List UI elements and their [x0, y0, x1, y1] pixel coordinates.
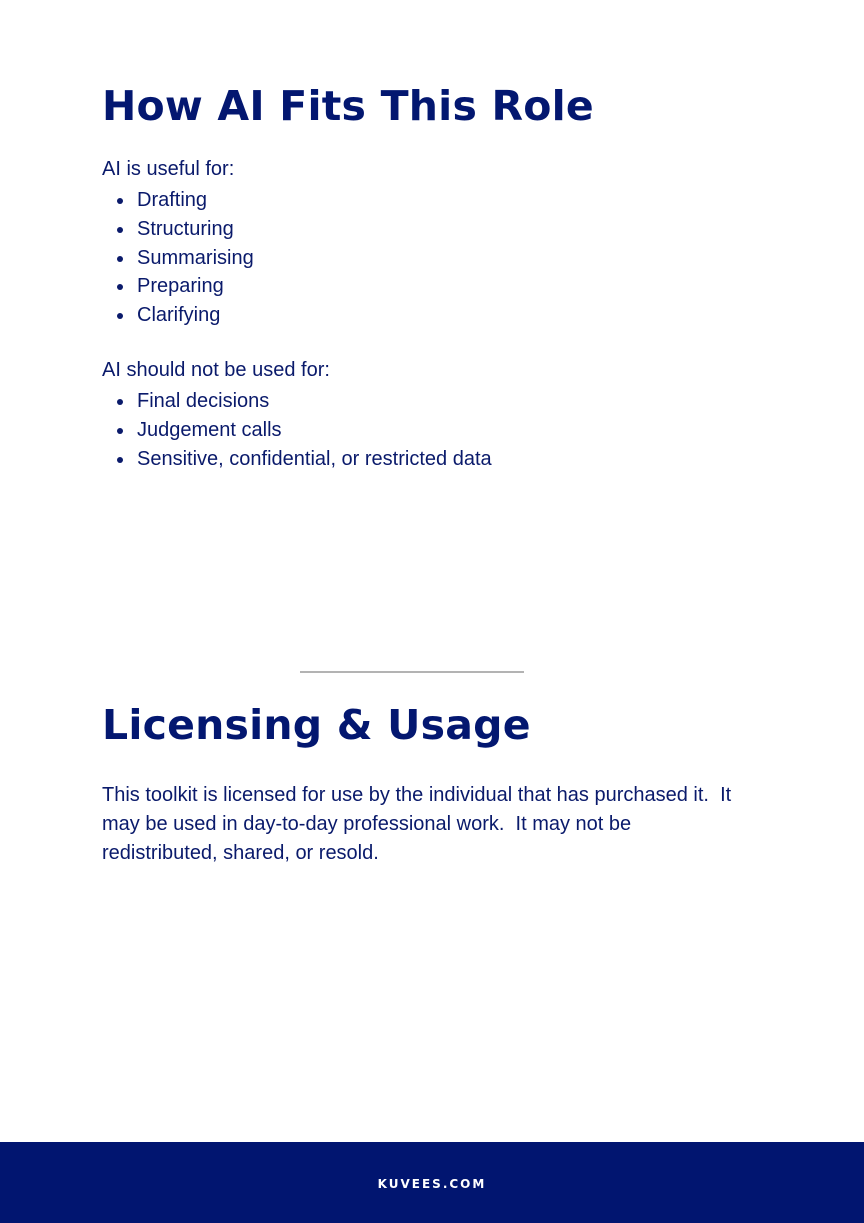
- licensing-body-text: This toolkit is licensed for use by the individual that has purchased it. It may be used in day-to-day professional work. It may not be redistributed, shared, or resold.: [102, 784, 732, 864]
- footer-bar: [0, 1142, 864, 1223]
- list-item: [102, 388, 492, 417]
- section-divider: [300, 671, 524, 673]
- list-item-label: Preparing: [137, 275, 224, 298]
- list-item-label: Structuring: [137, 217, 234, 240]
- footer-website-text: KUVEES.COM: [377, 1177, 487, 1191]
- bullet-icon: [117, 428, 123, 434]
- list-item: [102, 446, 492, 475]
- list-item: [102, 245, 254, 274]
- section-title-licensing: Licensing & Usage: [102, 701, 531, 749]
- not-used-intro-text: AI should not be used for:: [102, 359, 330, 381]
- useful-intro-text: AI is useful for:: [102, 158, 235, 180]
- bullet-icon: [117, 313, 123, 319]
- list-item-label: Judgement calls: [137, 418, 282, 441]
- bullet-icon: [117, 256, 123, 262]
- list-item-label: Final decisions: [137, 390, 270, 412]
- list-item-label: Sensitive, confidential, or restricted data: [137, 447, 492, 470]
- useful-for-list: [102, 187, 254, 331]
- list-item: [102, 417, 492, 446]
- bullet-icon: [117, 227, 123, 233]
- list-item-label: Clarifying: [137, 304, 221, 327]
- list-item-label: Drafting: [137, 189, 208, 211]
- bullet-icon: [117, 399, 123, 405]
- section-title-ai-role: How AI Fits This Role: [102, 82, 594, 130]
- list-item: [102, 187, 254, 216]
- list-item: [102, 302, 254, 331]
- bullet-icon: [117, 198, 123, 204]
- not-used-for-list: [102, 388, 492, 474]
- list-item-label: Summarising: [137, 246, 254, 269]
- list-item: [102, 216, 254, 245]
- bullet-icon: [117, 457, 123, 463]
- bullet-icon: [117, 284, 123, 290]
- list-item: [102, 273, 254, 302]
